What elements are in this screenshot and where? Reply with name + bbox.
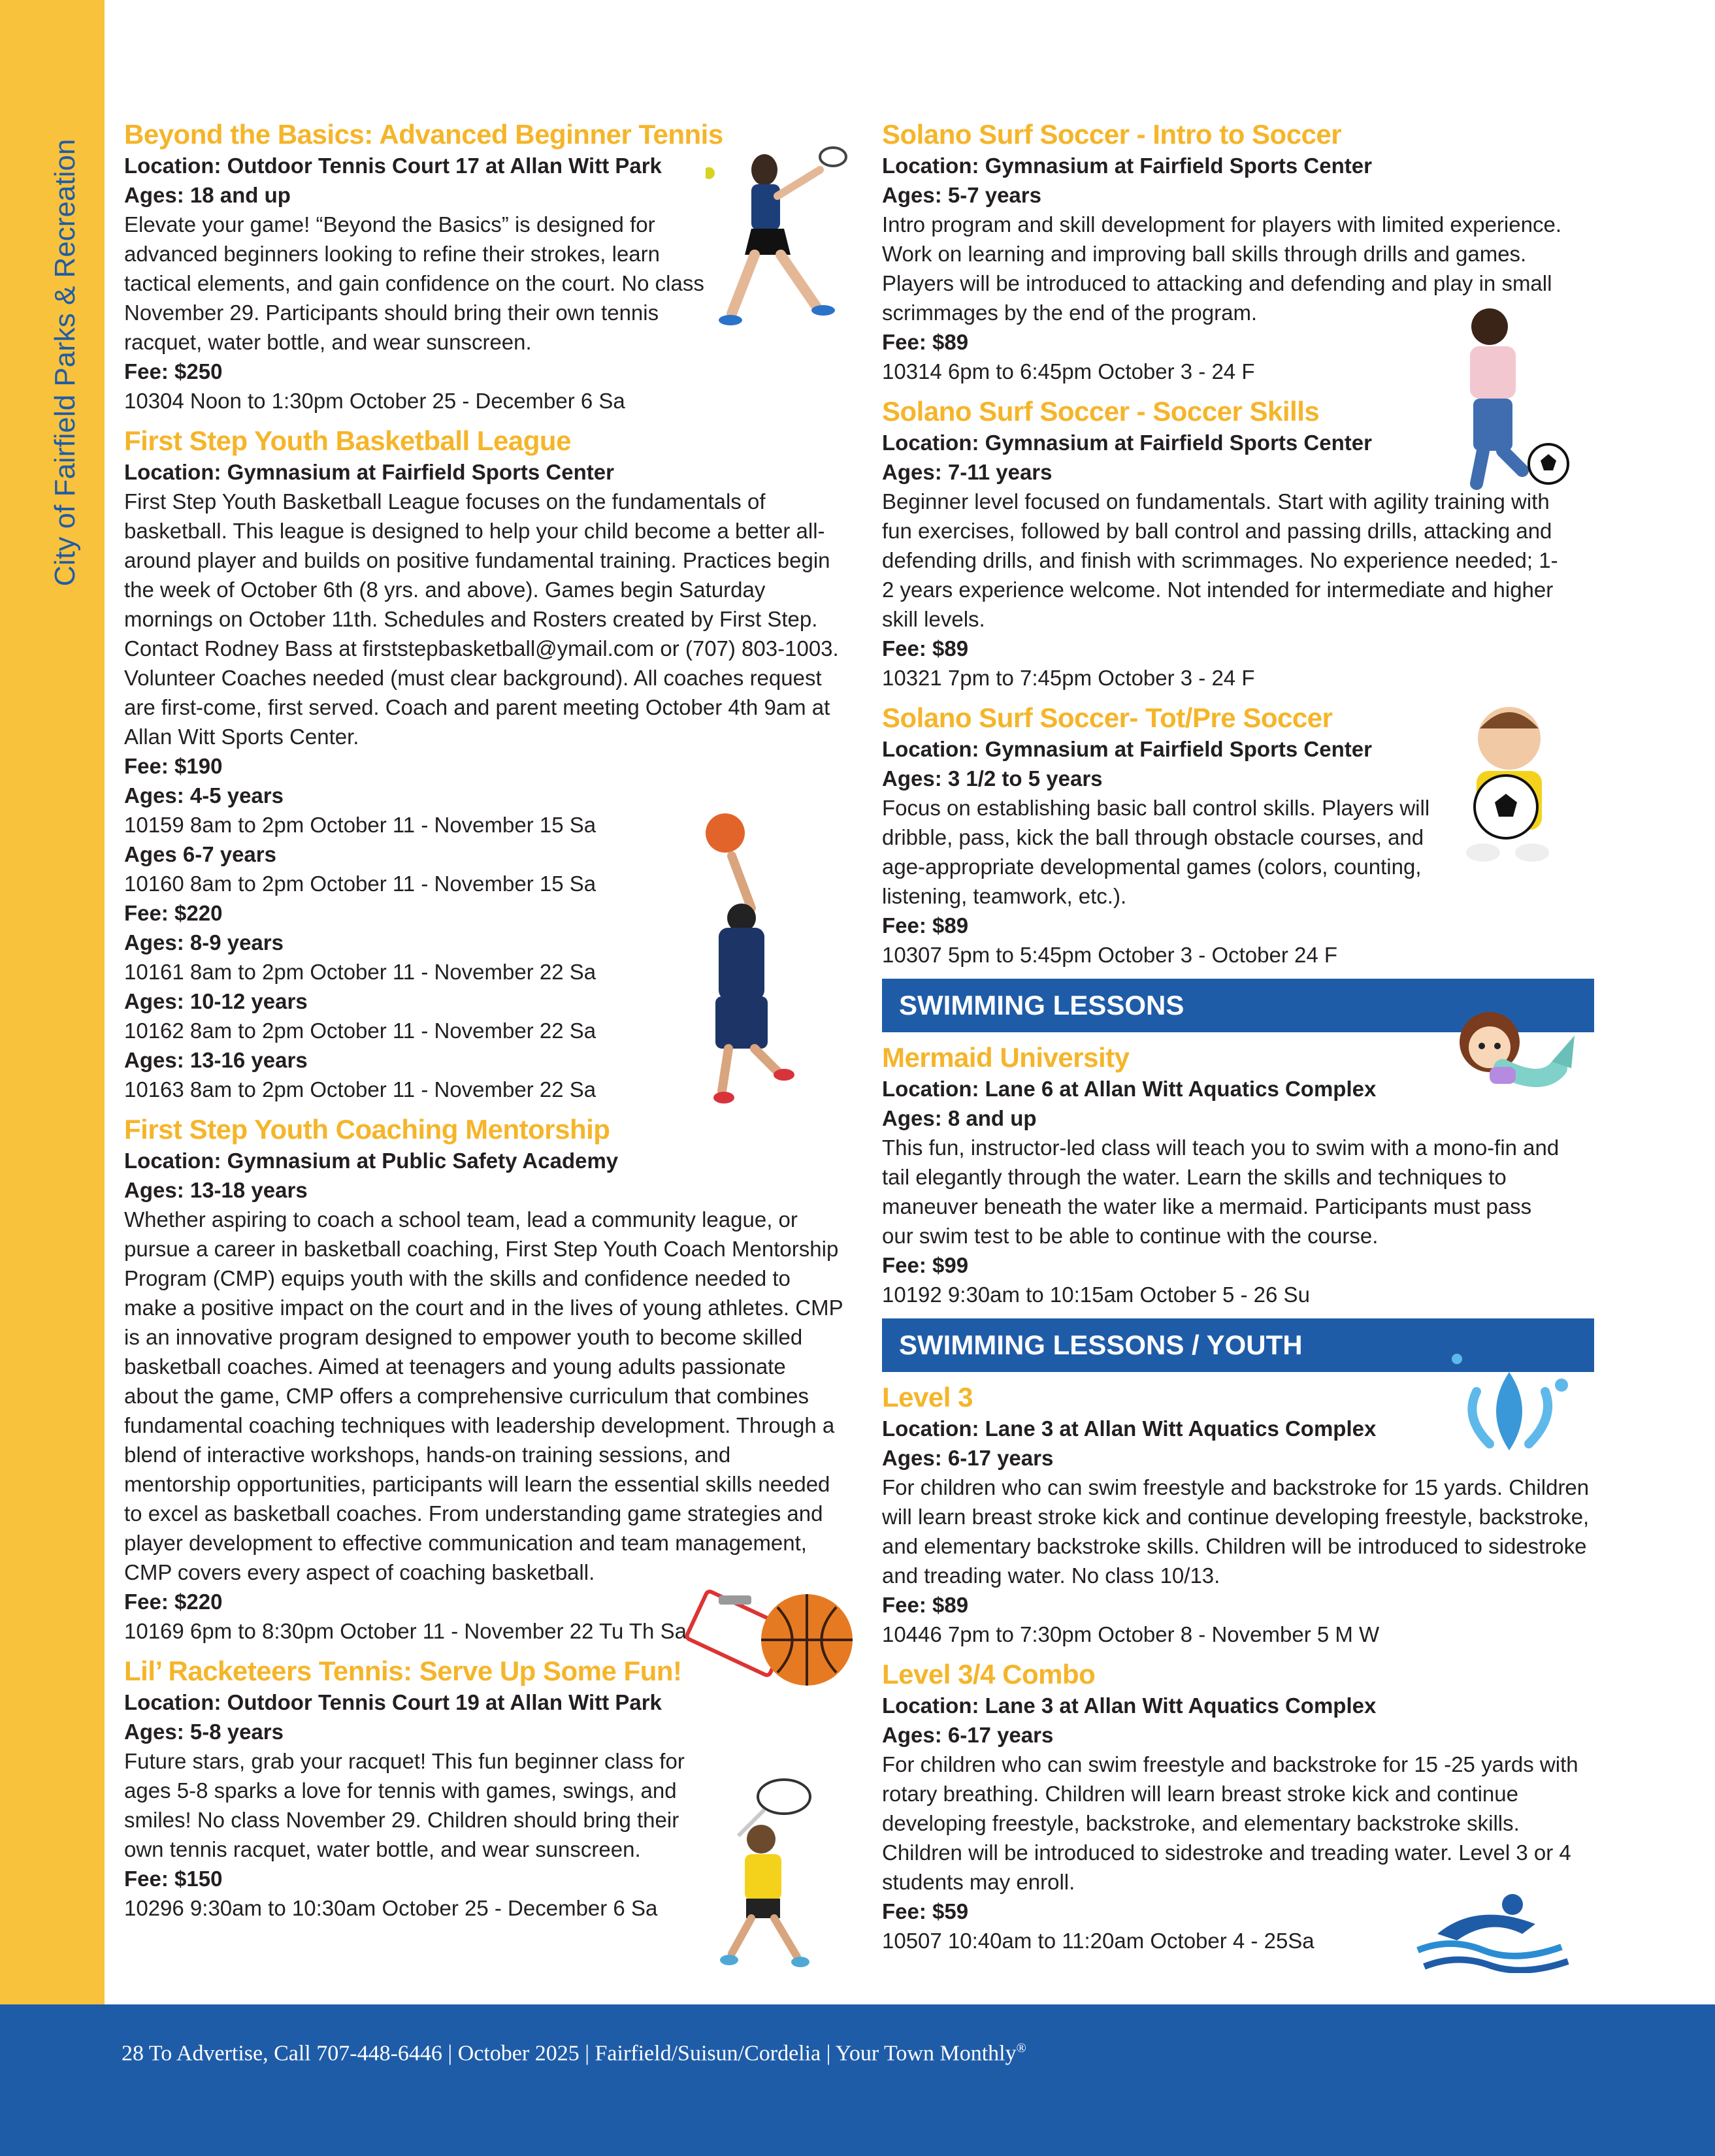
program-fee: Fee: $220	[124, 1590, 223, 1614]
program-ages: Ages: 7-11 years	[882, 460, 1053, 484]
program-fee: Fee: $220	[124, 901, 223, 925]
program-fee: Fee: $59	[882, 1899, 969, 1923]
program-fee: Fee: $89	[882, 913, 969, 938]
sidebar-label: City of Fairfield Parks & Recreation	[49, 139, 81, 587]
program-ages: Ages: 5-7 years	[882, 183, 1041, 207]
program-session: 10169 6pm to 8:30pm October 11 - November 22 Tu Th Sa	[124, 1619, 687, 1643]
program-session: 10307 5pm to 5:45pm October 3 - October 24 F	[882, 943, 1338, 967]
program-session: 10161 8am to 2pm October 11 - November 22 Sa	[124, 960, 596, 984]
program-ages: Ages: 8-9 years	[124, 930, 284, 955]
program-ages: Ages: 8 and up	[882, 1106, 1037, 1130]
program-session: 10162 8am to 2pm October 11 - November 22 Sa	[124, 1019, 596, 1043]
program-title: Level 3	[882, 1382, 973, 1413]
program-title: Level 3/4 Combo	[882, 1659, 1096, 1690]
basketball-player-image	[679, 810, 810, 1111]
program-location: Location: Lane 6 at Allan Witt Aquatics Complex	[882, 1077, 1377, 1101]
program-session: 10304 Noon to 1:30pm October 25 - December 6 Sa	[124, 389, 625, 413]
program-description: For children who can swim freestyle and backstroke for 15 yards. Children will learn breast stroke kick and continue developing freestyle, backstroke, and elementary backstroke skills. Children will be introduced to sidestroke and treading water. No class 10/13.	[882, 1475, 1590, 1588]
program-session: 10321 7pm to 7:45pm October 3 - 24 F	[882, 666, 1255, 690]
program-fee: Fee: $190	[124, 754, 223, 778]
program-ages: Ages: 18 and up	[124, 183, 291, 207]
swimmer-logo-icon	[1411, 1888, 1575, 1973]
tennis-player-image	[706, 144, 862, 340]
program-description: Beginner level focused on fundamentals. Start with agility training with fun exercises, followed by ball control and passing drills, attacking and defending drills, and finish with scrimmages. No experience needed; 1-2 years experience welcome. Not intended for intermediate and higher skill levels.	[882, 489, 1558, 631]
program-ages: Ages: 5-8 years	[124, 1720, 284, 1744]
program-description: Intro program and skill development for players with limited experience. Work on learning and improving ball skills through drills and games. Players will be introduced to attacking and defending and play in small scrimmages by the end of the program.	[882, 212, 1561, 325]
program-title: Mermaid University	[882, 1042, 1130, 1073]
program-fee: Fee: $250	[124, 359, 223, 384]
program-coaching-mentorship	[124, 1113, 856, 1646]
program-session: 10507 10:40am to 11:20am October 4 - 25Sa	[882, 1929, 1315, 1953]
program-description: Future stars, grab your racquet! This fun beginner class for ages 5-8 sparks a love for tennis with games, swings, and smiles! No class November 29. Children should bring their own tennis racquet, water bottle, and wear sunscreen.	[124, 1749, 685, 1861]
program-description: For children who can swim freestyle and backstroke for 15 -25 yards with rotary breathing. Children will learn breast stroke kick and continue developing freestyle, backstroke, and elementary backstroke skills. Children will be introduced to sidestroke and treading water. Level 3 or 4 students may enroll.	[882, 1752, 1578, 1894]
section-header-swimming-lessons: SWIMMING LESSONS	[882, 979, 1594, 1032]
program-ages: Ages: 3 1/2 to 5 years	[882, 766, 1103, 791]
program-description: Focus on establishing basic ball control skills. Players will dribble, pass, kick the ball through obstacle courses, and age-appropriate developmental games (colors, counting, listening, teamwork, etc.).	[882, 796, 1430, 908]
page-footer	[0, 2004, 1715, 2156]
program-fee: Fee: $99	[882, 1253, 969, 1277]
program-fee: Fee: $89	[882, 330, 969, 354]
sidebar-stripe	[0, 0, 105, 2004]
program-ages: Ages 6-7 years	[124, 842, 276, 866]
program-session: 10160 8am to 2pm October 11 - November 15 Sa	[124, 872, 596, 896]
toddler-soccer-image	[1444, 699, 1575, 875]
program-location: Location: Outdoor Tennis Court 17 at Allan Witt Park	[124, 154, 662, 178]
clipboard-basketball-image	[679, 1588, 856, 1692]
program-ages: Ages: 10-12 years	[124, 989, 308, 1013]
program-location: Location: Gymnasium at Fairfield Sports Center	[124, 460, 614, 484]
program-ages: Ages: 6-17 years	[882, 1446, 1054, 1470]
program-title: Solano Surf Soccer - Soccer Skills	[882, 396, 1320, 427]
child-tennis-image	[699, 1777, 830, 1973]
program-title: First Step Youth Coaching Mentorship	[124, 1114, 610, 1145]
program-fee: Fee: $89	[882, 636, 969, 661]
program-location: Location: Outdoor Tennis Court 19 at Allan Witt Park	[124, 1690, 662, 1714]
program-title: First Step Youth Basketball League	[124, 425, 571, 456]
program-description: Whether aspiring to coach a school team, lead a community league, or pursue a career in basketball coaching, First Step Youth Coach Mentorship Program (CMP) equips youth with the skills and confidence needed to make a positive impact on the court and in the lives of young athletes. CMP is an innovative program designed to empower youth to become skilled basketball coaches. Aimed at teenagers and young adults passionate about the game, CMP offers a comprehensive curriculum that combines fundamental coaching techniques with leadership development. Through a blend of interactive workshops, hands-on training sessions, and mentorship opportunities, participants will learn the essential skills needed to excel as basketball coaches. From understanding game strategies and player development to effective communication and team management, CMP covers every aspect of coaching basketball.	[124, 1207, 843, 1584]
program-fee: Fee: $150	[124, 1867, 223, 1891]
program-session: 10314 6pm to 6:45pm October 3 - 24 F	[882, 359, 1255, 384]
program-session: 10296 9:30am to 10:30am October 25 - December 6 Sa	[124, 1896, 658, 1920]
program-description: First Step Youth Basketball League focuses on the fundamentals of basketball. This league is designed to help your child become a better all-around player and builds on positive fundamental training. Practices begin the week of October 6th (8 yrs. and above). Games begin Saturday mornings on October 11th. Schedules and Rosters created by First Step. Contact Rodney Bass at firststepbasketball@ymail.com or (707) 803-1003. Volunteer Coaches needed (must clear background). All coaches request are first-come, first served. Coach and parent meeting October 4th 9am at Allan Witt Sports Center.	[124, 489, 839, 749]
program-session: 10192 9:30am to 10:15am October 5 - 26 Su	[882, 1282, 1310, 1307]
program-title: Beyond the Basics: Advanced Beginner Tennis	[124, 119, 723, 150]
footer-label: 28 To Advertise, Call 707-448-6446 | October 2025 | Fairfield/Suisun/Cordelia | Your Town Monthly	[122, 2041, 1017, 2066]
program-title: Solano Surf Soccer- Tot/Pre Soccer	[882, 702, 1333, 733]
program-description: Elevate your game! “Beyond the Basics” is designed for advanced beginners looking to refine their strokes, learn tactical elements, and gain confidence on the court. No class November 29. Participants should bring their own tennis racquet, water bottle, and wear sunscreen.	[124, 212, 704, 354]
program-ages: Ages: 4-5 years	[124, 783, 284, 808]
program-location: Location: Lane 3 at Allan Witt Aquatics Complex	[882, 1693, 1377, 1718]
program-title: Solano Surf Soccer - Intro to Soccer	[882, 119, 1342, 150]
program-location: Location: Gymnasium at Fairfield Sports Center	[882, 737, 1372, 761]
program-ages: Ages: 13-16 years	[124, 1048, 308, 1072]
program-location: Location: Gymnasium at Public Safety Academy	[124, 1149, 619, 1173]
footer-text	[122, 2041, 1026, 2066]
child-soccer-image	[1450, 301, 1575, 497]
section-header-swimming-youth: SWIMMING LESSONS / YOUTH	[882, 1318, 1594, 1372]
program-ages: Ages: 13-18 years	[124, 1178, 308, 1202]
program-description: This fun, instructor-led class will teach you to swim with a mono-fin and tail elegantly through the water. Learn the skills and techniques to maneuver beneath the water like a mermaid. Participants must pass our swim test to be able to continue with the course.	[882, 1135, 1560, 1248]
program-title: Lil’ Racketeers Tennis: Serve Up Some Fun!	[124, 1656, 682, 1686]
water-splash-image	[1444, 1346, 1575, 1463]
program-location: Location: Gymnasium at Fairfield Sports Center	[882, 431, 1372, 455]
program-fee: Fee: $89	[882, 1593, 969, 1617]
program-location: Location: Gymnasium at Fairfield Sports Center	[882, 154, 1372, 178]
program-session: 10159 8am to 2pm October 11 - November 15 Sa	[124, 813, 596, 837]
program-ages: Ages: 6-17 years	[882, 1723, 1054, 1747]
registered-mark: ®	[1016, 2041, 1026, 2055]
program-session: 10446 7pm to 7:30pm October 8 - November 5 M W	[882, 1622, 1380, 1646]
program-session: 10163 8am to 2pm October 11 - November 22 Sa	[124, 1077, 596, 1102]
mermaid-image	[1444, 996, 1581, 1127]
program-location: Location: Lane 3 at Allan Witt Aquatics Complex	[882, 1416, 1377, 1441]
